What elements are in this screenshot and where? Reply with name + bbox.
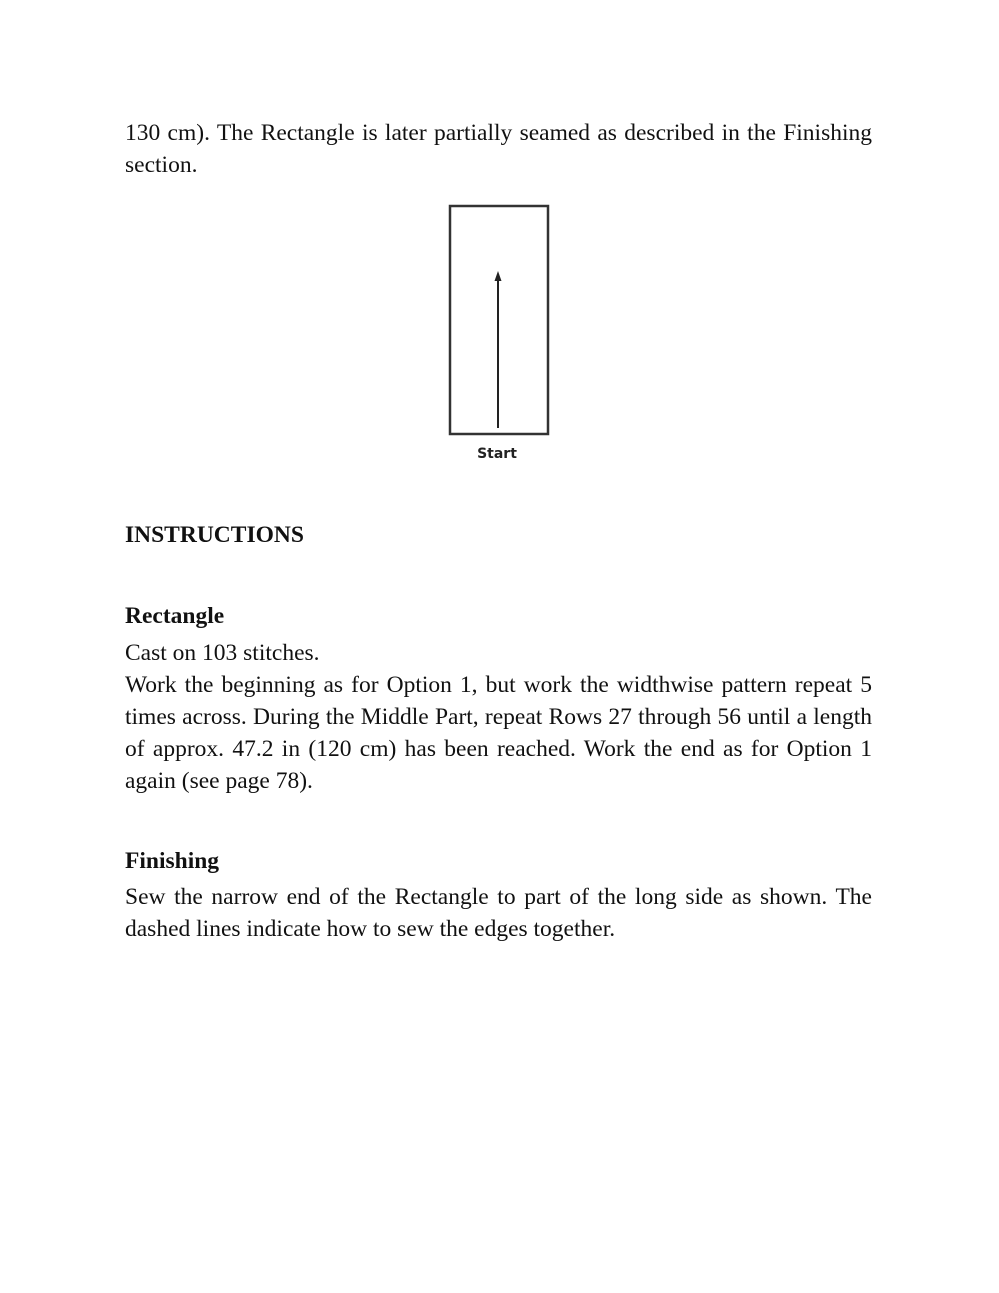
rectangle-heading: Rectangle xyxy=(125,603,225,629)
instructions-heading: INSTRUCTIONS xyxy=(125,522,304,548)
diagram-start-label: Start xyxy=(477,446,517,462)
rectangle-section xyxy=(125,637,872,797)
finishing-body: Sew the narrow end of the Rectangle to part of the long side as shown. The dashed lines indicate how to sew the edges together. xyxy=(125,884,872,942)
intro-paragraph: 130 cm). The Rectangle is later partially seamed as described in the Finishing section. xyxy=(125,120,872,178)
direction-arrow-head xyxy=(495,271,502,281)
cast-on-line: Cast on 103 stitches. xyxy=(125,640,320,666)
rectangle-body: Work the beginning as for Option 1, but work the widthwise pattern repeat 5 times across. During the Middle Part, repeat Rows 27 through 56 until a length of approx. 47.2 in (120 cm) has been reached. Work the end as for Option 1 again (see page 78). xyxy=(125,672,872,794)
rectangle-diagram xyxy=(448,204,552,472)
finishing-heading: Finishing xyxy=(125,848,220,874)
